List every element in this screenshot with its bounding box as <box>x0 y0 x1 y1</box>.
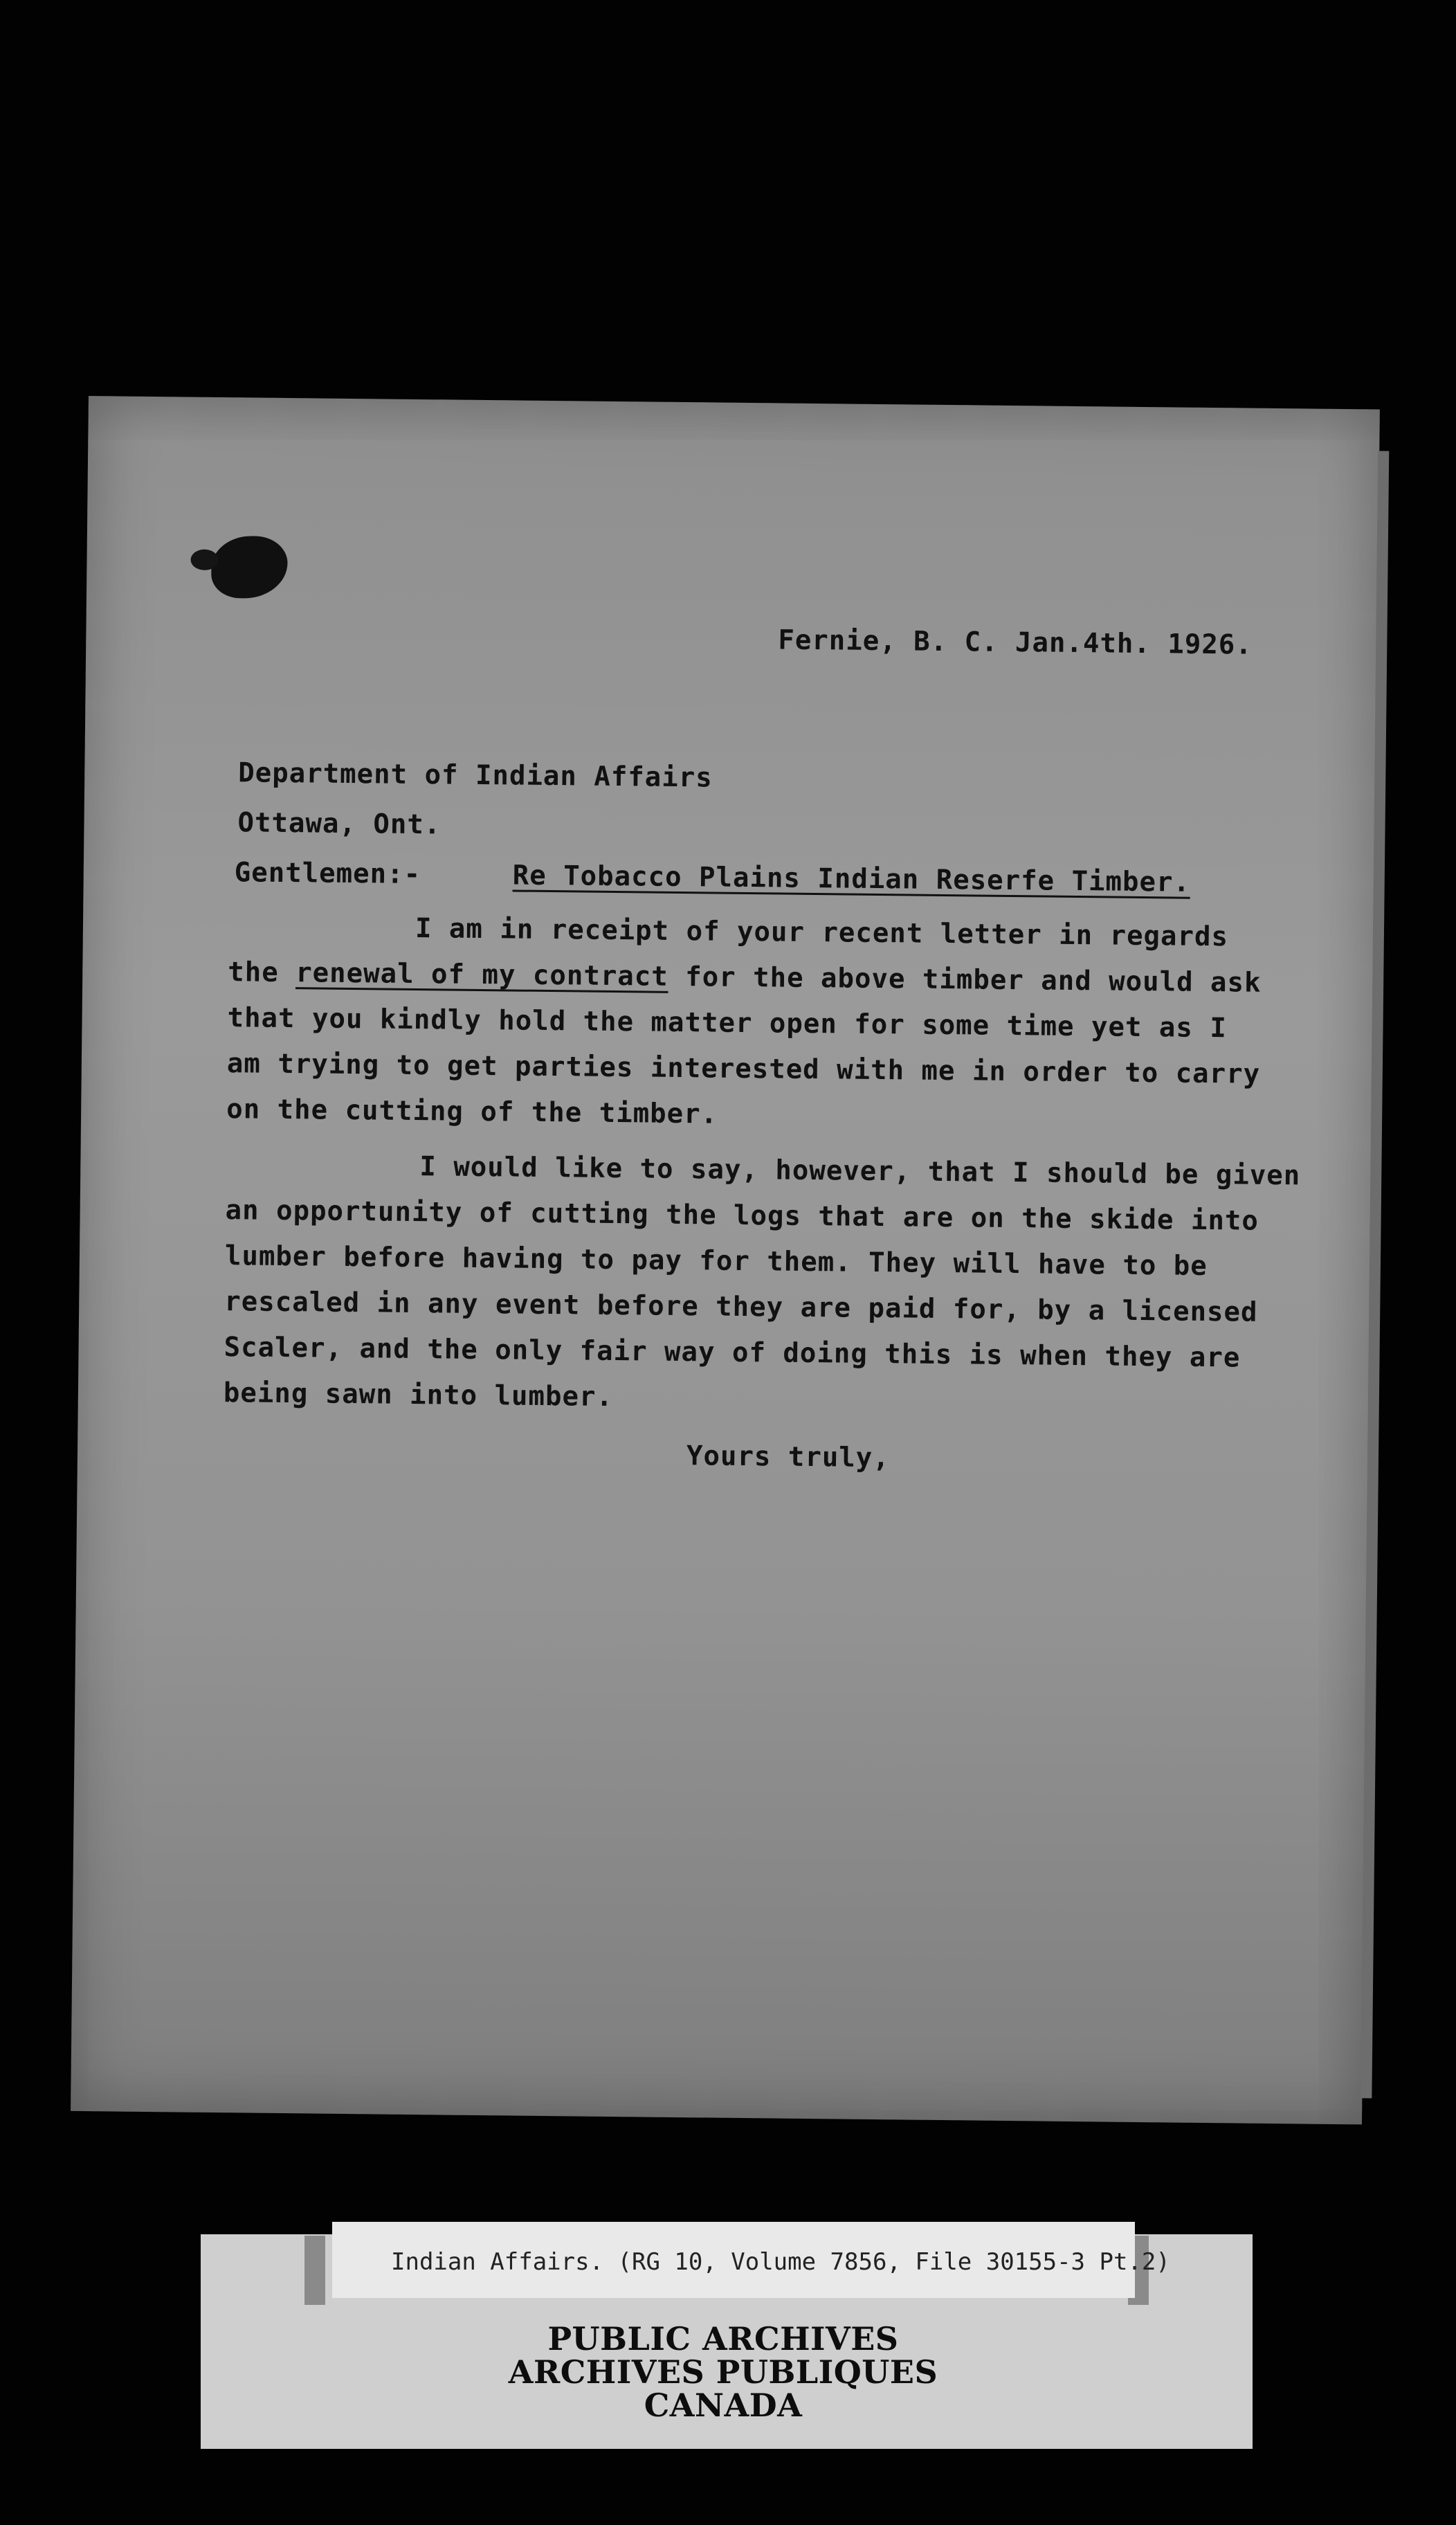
closing: Yours truly, <box>686 1440 890 1474</box>
archive-name-en: PUBLIC ARCHIVES <box>547 2320 899 2357</box>
body-text: the <box>228 957 296 989</box>
body-text: for the above timber and would ask <box>668 961 1262 999</box>
label-bracket-left <box>304 2236 325 2305</box>
body-line: that you kindly hold the matter open for some time yet as I <box>227 1002 1228 1044</box>
recipient-line-2: Ottawa, Ont. <box>237 807 442 841</box>
archive-name-fr: ARCHIVES PUBLIQUES <box>508 2353 938 2391</box>
body-line: lumber before having to pay for them. They will have to be <box>224 1240 1208 1282</box>
underlined-phrase: renewal of my contract <box>295 957 668 993</box>
body-line: being sawn into lumber. <box>223 1377 614 1413</box>
body-line: I am in receipt of your recent letter in regards <box>415 912 1229 953</box>
subject-line: Re Tobacco Plains Indian Reserfe Timber. <box>512 860 1191 898</box>
body-line: I would like to say, however, that I should be given <box>419 1151 1301 1192</box>
body-line: an opportunity of cutting the logs that are on the skide into <box>225 1195 1259 1237</box>
body-line: rescaled in any event before they are paid for, by a licensed <box>224 1286 1258 1328</box>
recipient-line-1: Department of Indian Affairs <box>238 757 713 794</box>
body-line <box>228 957 1262 999</box>
letter-sheet <box>71 396 1380 2124</box>
archive-reference: Indian Affairs. (RG 10, Volume 7856, File 30155-3 Pt.2) <box>391 2248 1170 2276</box>
letter-date: Fernie, B. C. Jan.4th. 1926. <box>778 624 1253 661</box>
salutation: Gentlemen:- <box>234 857 421 891</box>
archive-country: CANADA <box>644 2387 803 2424</box>
body-line: Scaler, and the only fair way of doing this is when they are <box>224 1332 1241 1374</box>
body-line: am trying to get parties interested with me in order to carry <box>226 1048 1261 1090</box>
body-line: on the cutting of the timber. <box>226 1094 718 1130</box>
ink-blot-mark <box>211 536 288 599</box>
